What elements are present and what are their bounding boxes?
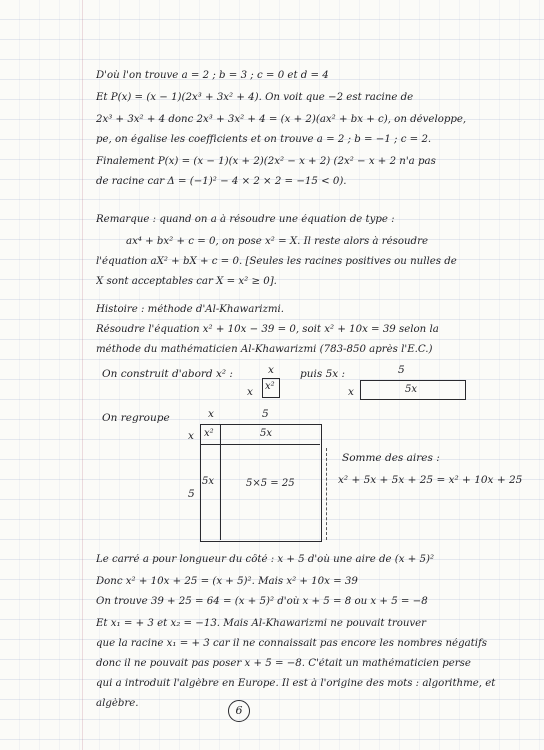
region-25: 5×5 = 25	[246, 478, 295, 489]
conclusion-line-6: donc il ne pouvait pas poser x + 5 = −8. C'était un mathématicien perse	[96, 658, 471, 669]
conclusion-line-3: On trouve 39 + 25 = 64 = (x + 5)² d'où x + 5 = 8 ou x + 5 = −8	[96, 596, 428, 607]
remark-line-2: ax⁴ + bx² + c = 0, on pose x² = X. Il reste alors à résoudre	[126, 236, 428, 247]
text-line-3: 2x³ + 3x² + 4 donc 2x³ + 3x² + 4 = (x + 2)(ax² + bx + c), on développe,	[96, 114, 467, 125]
dashed-separator	[326, 448, 327, 540]
big-top-5: 5	[262, 408, 269, 420]
sum-title: Somme des aires :	[342, 452, 440, 464]
conclusion-line-1: Le carré a pour longueur du côté : x + 5 d'où une aire de (x + 5)²	[96, 554, 435, 565]
remark-title-line: Remarque : quand on a à résoudre une équation de type :	[96, 214, 395, 225]
x2-label: x²	[265, 381, 275, 392]
then-5x-label: puis 5x :	[300, 368, 346, 380]
five-x-rect	[360, 380, 466, 400]
5x-rect-label: 5x	[405, 384, 418, 395]
text-line-1: D'où l'on trouve a = 2 ; b = 3 ; c = 0 et d = 4	[96, 70, 329, 81]
region-x2: x²	[204, 428, 214, 439]
history-line-2: Résoudre l'équation x² + 10x − 39 = 0, soit x² + 10x = 39 selon la	[96, 324, 439, 335]
inner-vline	[220, 424, 221, 540]
history-line-3: méthode du mathématicien Al-Khawarizmi (783-850 après l'E.C.)	[96, 344, 433, 355]
conclusion-line-8: algèbre.	[96, 698, 139, 709]
regroup-label: On regroupe	[102, 412, 170, 424]
x2-top-label: x	[268, 364, 274, 376]
conclusion-line-5: que la racine x₁ = + 3 car il ne connaissait pas encore les nombres négatifs	[96, 638, 488, 649]
x2-side-label: x	[247, 386, 253, 398]
text-line-4: pe, on égalise les coefficients et on trouve a = 2 ; b = −1 ; c = 2.	[96, 134, 432, 145]
conclusion-line-4: Et x₁ = + 3 et x₂ = −13. Mais Al-Khawarizmi ne pouvait trouver	[96, 618, 427, 629]
region-5x-left: 5x	[202, 476, 215, 487]
region-5x-top: 5x	[260, 428, 273, 439]
conclusion-line-7: qui a introduit l'algèbre en Europe. Il est à l'origine des mots : algorithme, et	[96, 678, 496, 689]
big-side-x: x	[188, 430, 194, 442]
remark-line-4: X sont acceptables car X = x² ≥ 0].	[96, 276, 277, 287]
conclusion-line-2: Donc x² + 10x + 25 = (x + 5)². Mais x² + 10x = 39	[96, 576, 358, 587]
remark-line-3: l'équation aX² + bX + c = 0. [Seules les racines positives ou nulles de	[96, 256, 457, 267]
sum-formula: x² + 5x + 5x + 25 = x² + 10x + 25	[338, 474, 523, 486]
margin-line	[82, 0, 83, 750]
construct-label: On construit d'abord x² :	[102, 368, 233, 380]
text-line-5: Finalement P(x) = (x − 1)(x + 2)(2x² − x + 2) (2x² − x + 2 n'a pas	[96, 156, 436, 167]
big-side-5: 5	[188, 488, 195, 500]
inner-hline	[200, 444, 320, 445]
5x-top-label: 5	[398, 364, 405, 376]
big-top-x: x	[208, 408, 214, 420]
page-number: 6	[228, 700, 250, 722]
history-title: Histoire : méthode d'Al-Khawarizmi.	[96, 304, 285, 315]
5x-side-label: x	[348, 386, 354, 398]
text-line-6: de racine car Δ = (−1)² − 4 × 2 × 2 = −15 < 0).	[96, 176, 347, 187]
text-line-2: Et P(x) = (x − 1)(2x³ + 3x² + 4). On voit que −2 est racine de	[96, 92, 414, 103]
x-squared-box	[262, 378, 280, 398]
